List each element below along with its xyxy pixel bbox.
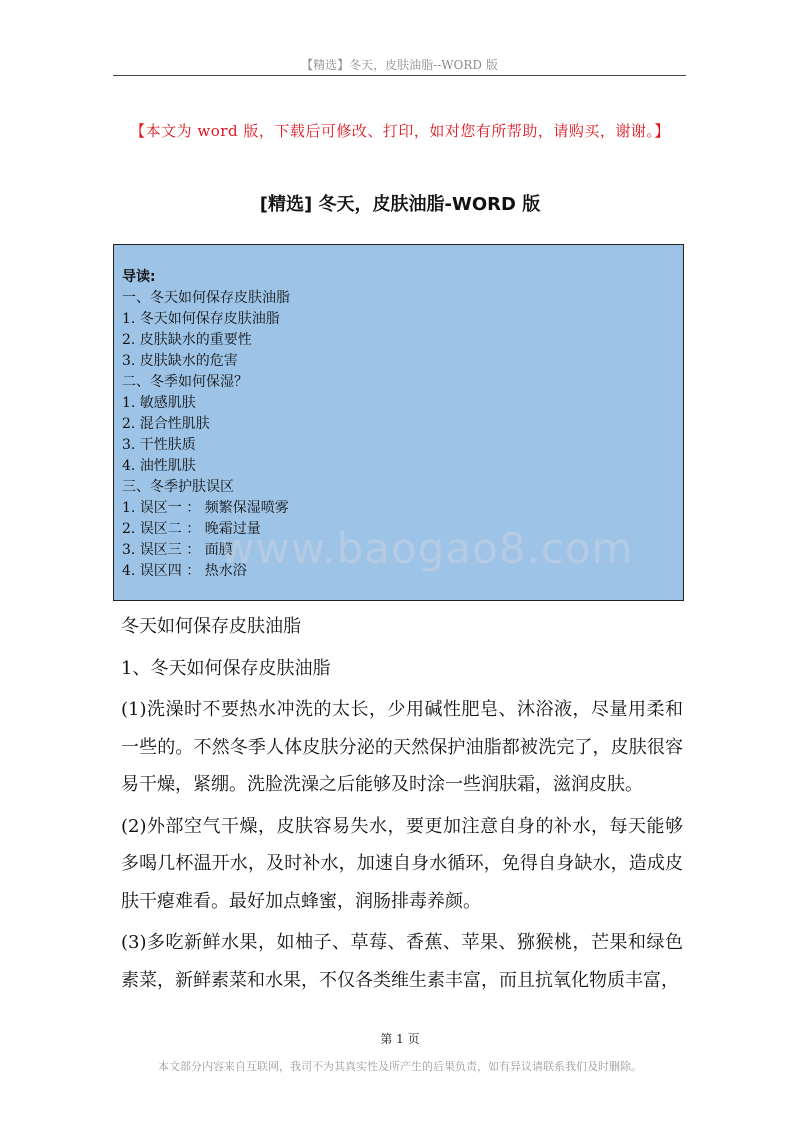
document-title: [精选] 冬天，皮肤油脂-WORD 版 (259, 194, 541, 215)
header-rule (113, 75, 686, 76)
toc-item: 1. 敏感肌肤 (122, 395, 196, 411)
toc-item: 二、冬季如何保湿？ (122, 374, 248, 390)
purchase-notice: 【本文为 word 版，下载后可修改、打印，如对您有所帮助，请购买，谢谢。】 (130, 122, 670, 140)
toc-item: 4. 误区四 ： 热水浴 (122, 563, 247, 579)
body-paragraph: (3)多吃新鲜水果，如柚子、草莓、香蕉、苹果、猕猴桃，芒果和绿色素菜，新鲜素菜和水果，不仅各类维生素丰富，而且抗氧化物质丰富， (121, 932, 683, 991)
disclaimer-footer: 本文部分内容来自互联网，我司不为其真实性及所产生的后果负责，如有异议请联系我们及时删除。 (158, 1060, 642, 1073)
toc-heading: 导读: (122, 269, 156, 285)
toc-item: 三、冬季护肤误区 (122, 479, 234, 495)
toc-item: 2. 误区二 ： 晚霜过量 (122, 521, 261, 537)
toc-item: 2. 混合性肌肤 (122, 416, 210, 432)
body-paragraph: (1)洗澡时不要热水冲洗的太长，少用碱性肥皂、沐浴液，尽量用柔和一些的。不然冬季人体皮肤分泌的天然保护油脂都被洗完了，皮肤很容易干燥，紧绷。洗脸洗澡之后能够及时涂一些润肤霜，滋润皮肤。 (121, 699, 683, 795)
subsection-heading: 1、冬天如何保存皮肤油脂 (121, 657, 331, 679)
toc-item: 3. 皮肤缺水的危害 (122, 353, 238, 369)
toc-item: 一、冬天如何保存皮肤油脂 (122, 290, 290, 306)
document-body (121, 608, 683, 1003)
toc-item: 4. 油性肌肤 (122, 458, 196, 474)
toc-item: 3. 误区三 ： 面膜 (122, 542, 233, 558)
toc-item: 1. 冬天如何保存皮肤油脂 (122, 311, 280, 327)
toc-item: 1. 误区一 ： 频繁保湿喷雾 (122, 500, 289, 516)
section-heading: 冬天如何保存皮肤油脂 (121, 616, 301, 637)
page-header: 【精选】冬天，皮肤油脂--WORD 版 (301, 58, 498, 72)
table-of-contents (113, 244, 684, 601)
toc-item: 2. 皮肤缺水的重要性 (122, 332, 252, 348)
body-paragraph: (2)外部空气干燥，皮肤容易失水，要更加注意自身的补水，每天能够多喝几杯温开水，及时补水，加速自身水循环，免得自身缺水，造成皮肤干瘪难看。最好加点蜂蜜，润肠排毒养颜。 (121, 815, 683, 912)
page-number: 第 1 页 (380, 1032, 420, 1046)
watermark: www.baogao8.com (220, 524, 634, 573)
toc-item: 3. 干性肤质 (122, 437, 196, 453)
